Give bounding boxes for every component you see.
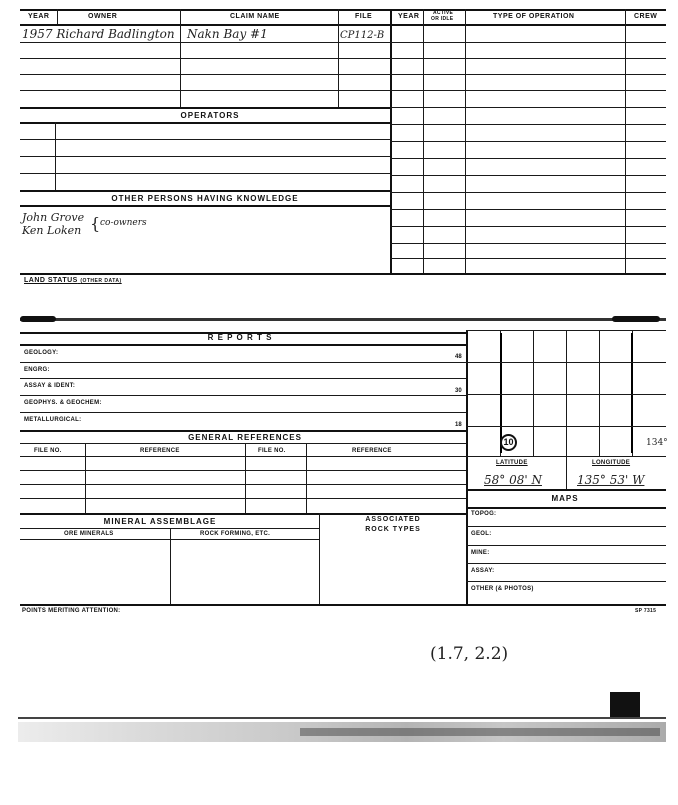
ref-file-no: FILE NO. bbox=[34, 448, 62, 454]
row-line bbox=[20, 362, 466, 363]
associated-rock-types-line1: ASSOCIATED bbox=[365, 516, 421, 523]
row-line bbox=[390, 158, 666, 159]
location-marker: 10 bbox=[500, 434, 517, 451]
maps-mine: MINE: bbox=[471, 550, 490, 556]
scan-blot bbox=[20, 316, 56, 322]
col-header-type-of-operation: TYPE OF OPERATION bbox=[493, 13, 575, 20]
row-line bbox=[390, 58, 666, 59]
col-header-claim-name: CLAIM NAME bbox=[230, 13, 280, 20]
row-line bbox=[20, 344, 466, 346]
maps-geol: GEOL: bbox=[471, 531, 492, 537]
sep bbox=[306, 443, 307, 513]
row-line bbox=[466, 526, 666, 527]
col-header-active: ACTIVE bbox=[433, 10, 454, 16]
row-line bbox=[390, 74, 666, 75]
row-line bbox=[20, 42, 390, 43]
grid-line bbox=[466, 426, 666, 427]
latitude-label: LATITUDE bbox=[496, 460, 528, 466]
col-header-or-idle: OR IDLE bbox=[431, 16, 454, 22]
col-header-crew: CREW bbox=[634, 13, 658, 20]
entry-year-owner: 1957 Richard Badlington bbox=[22, 27, 175, 41]
grid-number: 134° bbox=[646, 438, 668, 448]
top-border bbox=[20, 9, 666, 11]
points-meriting-attention: POINTS MERITING ATTENTION: bbox=[22, 608, 121, 614]
section-operators: OPERATORS bbox=[180, 111, 240, 120]
row-line bbox=[20, 484, 466, 485]
section-mineral-assemblage: MINERAL ASSEMBLAGE bbox=[103, 517, 217, 526]
ref-reference: REFERENCE bbox=[140, 448, 180, 454]
sep bbox=[57, 9, 58, 24]
report-assay: ASSAY & IDENT: bbox=[24, 383, 76, 389]
report-num-18: 18 bbox=[455, 422, 462, 428]
header-bottom-border bbox=[20, 24, 666, 26]
other-person-2: Ken Loken bbox=[22, 224, 82, 237]
col-header-file: FILE bbox=[355, 13, 373, 20]
maps-other: OTHER (& PHOTOS) bbox=[471, 586, 534, 592]
report-num-48: 48 bbox=[455, 354, 462, 360]
row-line bbox=[390, 192, 666, 193]
sep bbox=[319, 513, 320, 605]
sep bbox=[85, 443, 86, 513]
row-line bbox=[20, 456, 466, 457]
row-line bbox=[20, 395, 466, 396]
entry-file: CP112-B bbox=[340, 30, 385, 41]
associated-rock-types-line2: ROCK TYPES bbox=[365, 526, 421, 533]
latitude-value: 58° 08' N bbox=[484, 473, 542, 487]
row-line bbox=[20, 173, 390, 174]
grid-line bbox=[566, 330, 567, 456]
col-header-year-2: YEAR bbox=[398, 13, 420, 20]
row-line bbox=[20, 412, 466, 413]
row-line bbox=[390, 258, 666, 259]
sep bbox=[245, 443, 246, 513]
row-line bbox=[20, 190, 390, 192]
section-maps: MAPS bbox=[551, 494, 579, 503]
row-line bbox=[466, 489, 666, 491]
row-line bbox=[390, 226, 666, 227]
ref-file-no-2: FILE NO. bbox=[258, 448, 286, 454]
row-line bbox=[20, 74, 390, 75]
form-code: SP 7315 bbox=[635, 608, 657, 614]
rock-forming-label: ROCK FORMING, ETC. bbox=[200, 531, 271, 537]
row-line bbox=[20, 498, 466, 499]
row-line bbox=[20, 513, 466, 515]
scan-bar bbox=[20, 318, 666, 321]
row-line bbox=[390, 124, 666, 125]
row-line bbox=[390, 175, 666, 176]
maps-assay: ASSAY: bbox=[471, 568, 495, 574]
bottom-note: (1.7, 2.2) bbox=[430, 644, 509, 664]
row-line bbox=[20, 604, 666, 606]
longitude-label: LONGITUDE bbox=[592, 460, 631, 466]
grid-line bbox=[599, 330, 600, 456]
section-general-references: GENERAL REFERENCES bbox=[188, 433, 302, 442]
row-line bbox=[20, 107, 390, 109]
col-header-year: YEAR bbox=[28, 13, 50, 20]
report-num-30: 30 bbox=[455, 388, 462, 394]
row-line bbox=[390, 141, 666, 142]
scan-blot bbox=[612, 316, 660, 322]
row-line bbox=[390, 42, 666, 43]
report-geology: GEOLOGY: bbox=[24, 350, 59, 356]
ore-minerals-label: ORE MINERALS bbox=[64, 531, 114, 537]
brace: { bbox=[90, 214, 101, 233]
row-line bbox=[20, 139, 390, 140]
row-line bbox=[466, 563, 666, 564]
report-geophys: GEOPHYS. & GEOCHEM: bbox=[24, 400, 102, 406]
scan-edge bbox=[18, 717, 666, 719]
grid-line bbox=[466, 394, 666, 395]
row-line bbox=[466, 545, 666, 546]
row-line bbox=[390, 243, 666, 244]
row-line bbox=[20, 58, 390, 59]
row-line bbox=[390, 209, 666, 210]
report-metallurgical: METALLURGICAL: bbox=[24, 417, 82, 423]
report-engrg: ENGRG: bbox=[24, 367, 50, 373]
row-line bbox=[20, 539, 319, 540]
longitude-value: 135° 53' W bbox=[577, 473, 645, 487]
maps-topog: TOPOG: bbox=[471, 511, 497, 517]
row-line bbox=[390, 107, 666, 108]
grid-heavy-line bbox=[631, 333, 633, 453]
ref-reference-2: REFERENCE bbox=[352, 448, 392, 454]
land-status-label: LAND STATUS (OTHER DATA) bbox=[24, 277, 122, 284]
other-persons-note: co-owners bbox=[100, 218, 147, 228]
row-line bbox=[20, 156, 390, 157]
col-header-owner: OWNER bbox=[88, 13, 118, 20]
section-reports: R E P O R T S bbox=[207, 333, 273, 342]
grid-line bbox=[466, 362, 666, 363]
scan-block bbox=[610, 692, 640, 718]
row-line bbox=[20, 443, 466, 444]
row-line bbox=[466, 507, 666, 509]
sep bbox=[566, 456, 567, 489]
scan-noise-band-dark bbox=[300, 728, 660, 736]
row-line bbox=[390, 90, 666, 91]
row-line bbox=[20, 90, 390, 91]
row-line bbox=[466, 581, 666, 582]
grid-heavy-line bbox=[500, 333, 502, 453]
grid-line bbox=[533, 330, 534, 456]
section-other-persons: OTHER PERSONS HAVING KNOWLEDGE bbox=[111, 194, 299, 203]
entry-claim: Nakn Bay #1 bbox=[187, 27, 268, 41]
row-line bbox=[20, 273, 666, 275]
row-line bbox=[20, 205, 390, 207]
row-line bbox=[20, 378, 466, 379]
row-line bbox=[20, 122, 390, 124]
other-person-1: John Grove bbox=[22, 211, 85, 224]
row-line bbox=[20, 430, 466, 432]
row-line bbox=[20, 470, 466, 471]
